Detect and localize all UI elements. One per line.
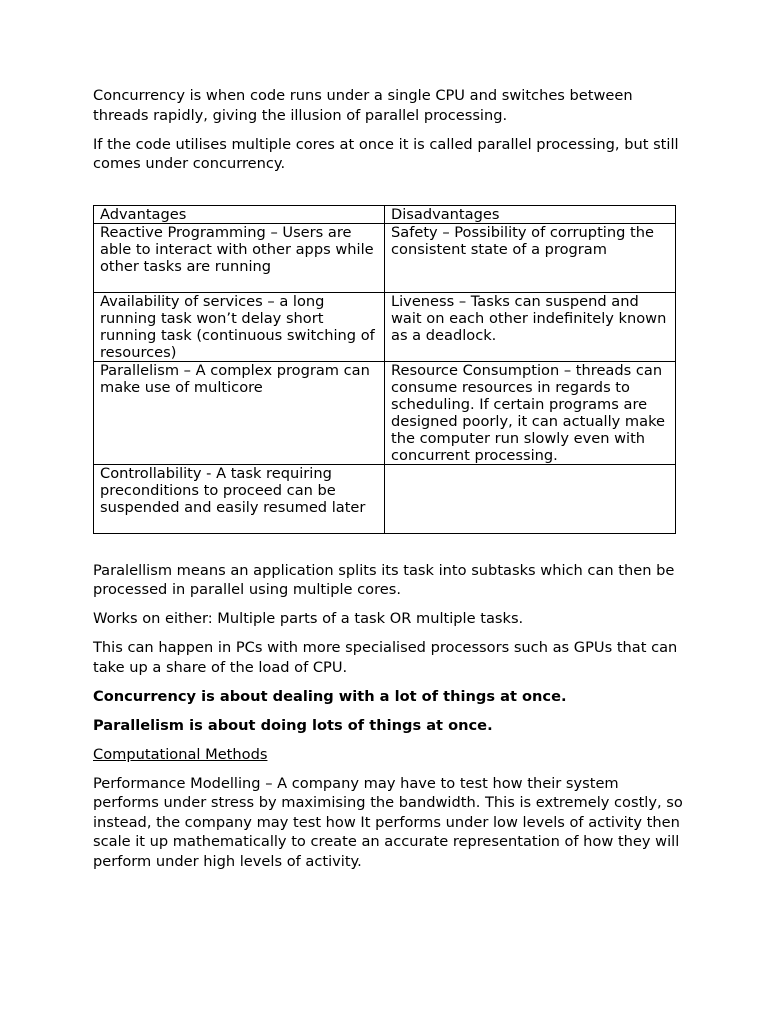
table-cell: Safety – Possibility of corrupting the consistent state of a program bbox=[385, 223, 676, 292]
parallelism-statement: Parallelism is about doing lots of things at once. bbox=[93, 716, 493, 734]
table-row bbox=[94, 361, 676, 464]
concurrency-statement: Concurrency is about dealing with a lot of things at once. bbox=[93, 687, 567, 705]
gpu-paragraph: This can happen in PCs with more specialised processors such as GPUs that can take up a share of the load of CPU. bbox=[93, 639, 678, 676]
header-disadvantages: Disadvantages bbox=[385, 205, 676, 223]
intro-paragraph-1: Concurrency is when code runs under a single CPU and switches between threads rapidly, giving the illusion of parallel processing. bbox=[93, 87, 633, 124]
advantages-disadvantages-table bbox=[93, 205, 676, 534]
performance-modelling-paragraph: Performance Modelling – A company may have to test how their system performs under stress by maximising the bandwidth. This is extremely costly, so instead, the company may test how It performs under low levels of activity then scale it up mathematically to create an accurate representation of how they will perform under high levels of activity. bbox=[93, 774, 683, 870]
table-cell: Availability of services – a long running task won’t delay short running task (continuous switching of resources) bbox=[94, 292, 385, 361]
table-cell bbox=[385, 464, 676, 533]
table-row bbox=[94, 292, 676, 361]
header-advantages: Advantages bbox=[94, 205, 385, 223]
intro-paragraph-2: If the code utilises multiple cores at once it is called parallel processing, but still comes under concurrency. bbox=[93, 135, 679, 172]
section-heading: Computational Methods bbox=[93, 745, 268, 763]
table-cell: Controllability - A task requiring preconditions to proceed can be suspended and easily resumed later bbox=[94, 464, 385, 533]
table-row bbox=[94, 223, 676, 292]
works-on-paragraph: Works on either: Multiple parts of a task OR multiple tasks. bbox=[93, 610, 524, 627]
table-cell: Parallelism – A complex program can make use of multicore bbox=[94, 361, 385, 464]
table-cell: Liveness – Tasks can suspend and wait on each other indefinitely known as a deadlock. bbox=[385, 292, 676, 361]
parallelism-paragraph: Paralellism means an application splits its task into subtasks which can then be processed in parallel using multiple cores. bbox=[93, 561, 675, 598]
table-row bbox=[94, 464, 676, 533]
document-page bbox=[93, 86, 683, 881]
table-cell: Resource Consumption – threads can consume resources in regards to scheduling. If certain programs are designed poorly, it can actually make the computer run slowly even with concurrent processing. bbox=[385, 361, 676, 464]
table-cell: Reactive Programming – Users are able to interact with other apps while other tasks are running bbox=[94, 223, 385, 292]
table-header-row bbox=[94, 205, 676, 223]
